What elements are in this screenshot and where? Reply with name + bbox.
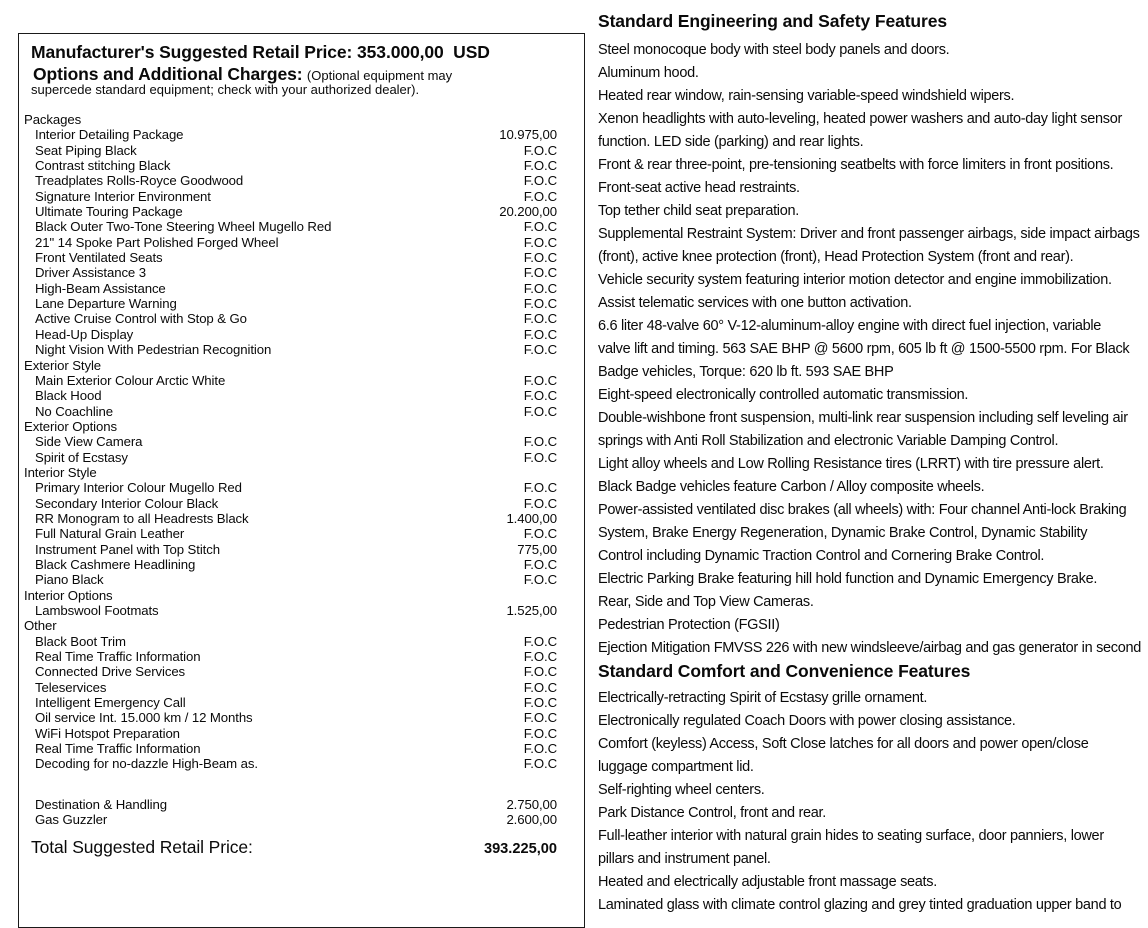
option-price: F.O.C: [523, 480, 557, 496]
option-row: [19, 219, 584, 234]
option-price: 1.525,00: [506, 603, 557, 618]
charges-list: [19, 797, 584, 828]
option-price: F.O.C: [523, 372, 557, 388]
option-label: Treadplates Rolls-Royce Goodwood: [35, 173, 244, 189]
feature-line: Double-wishbone front suspension, multi-link rear suspension including self leveling air: [598, 410, 1128, 426]
option-row: [19, 572, 584, 587]
option-row: [19, 756, 584, 771]
option-label: Teleservices: [35, 679, 107, 695]
feature-line: Park Distance Control, front and rear.: [598, 805, 826, 821]
option-label: 21" 14 Spoke Part Polished Forged Wheel: [35, 234, 279, 250]
option-row: [19, 542, 584, 557]
feature-line: function. LED side (parking) and rear lights.: [598, 134, 864, 150]
option-row: [19, 496, 584, 511]
option-row: [19, 680, 584, 695]
feature-line: Electric Parking Brake featuring hill hold function and Dynamic Emergency Brake.: [598, 571, 1098, 587]
option-label: Side View Camera: [35, 434, 143, 450]
option-row: [19, 649, 584, 664]
option-row: [19, 173, 584, 188]
option-price: F.O.C: [523, 449, 557, 465]
option-row: [19, 526, 584, 541]
option-label: Head-Up Display: [35, 326, 134, 342]
option-group-name: Packages: [24, 112, 82, 127]
option-row: [19, 296, 584, 311]
option-row: [19, 250, 584, 265]
feature-line: Aluminum hood.: [598, 65, 699, 81]
feature-line: Power-assisted ventilated disc brakes (all wheels) with: Four channel Anti-lock Braking: [598, 502, 1127, 518]
feature-line: Full-leather interior with natural grain hides to seating surface, door panniers, lower: [598, 828, 1104, 844]
feature-line: valve lift and timing. 563 SAE BHP @ 5600 rpm, 605 lb ft @ 1500-5500 rpm. For Black: [598, 341, 1130, 357]
option-price: F.O.C: [523, 679, 557, 695]
option-price: 1.400,00: [506, 510, 557, 526]
option-row: [19, 634, 584, 649]
option-row: [19, 265, 584, 280]
section-heading: Standard Comfort and Convenience Features: [598, 661, 971, 681]
option-row: [19, 127, 584, 142]
feature-line: Heated and electrically adjustable front massage seats.: [598, 874, 937, 890]
option-label: Intelligent Emergency Call: [35, 695, 186, 711]
msrp-title: Manufacturer's Suggested Retail Price: 353.000,00 USD: [31, 42, 490, 62]
option-label: Secondary Interior Colour Black: [35, 495, 219, 511]
option-label: Black Cashmere Headlining: [35, 556, 196, 572]
option-price: F.O.C: [523, 710, 557, 726]
option-price: F.O.C: [523, 434, 557, 450]
option-price: F.O.C: [523, 695, 557, 711]
option-label: Primary Interior Colour Mugello Red: [35, 480, 242, 496]
option-price: 20.200,00: [499, 204, 557, 220]
feature-line: Electrically-retracting Spirit of Ecstasy grille ornament.: [598, 690, 928, 706]
feature-line: Front-seat active head restraints.: [598, 180, 800, 196]
option-label: Ultimate Touring Package: [35, 204, 183, 220]
feature-line: Laminated glass with climate control glazing and grey tinted graduation upper band to: [598, 897, 1122, 913]
option-row: [19, 726, 584, 741]
option-label: Driver Assistance 3: [35, 265, 146, 281]
feature-line: pillars and instrument panel.: [598, 851, 771, 867]
total-label: Total Suggested Retail Price:: [31, 837, 253, 858]
option-label: WiFi Hotspot Preparation: [35, 725, 180, 741]
option-row: [19, 143, 584, 158]
feature-line: Pedestrian Protection (FGSII): [598, 617, 780, 633]
feature-line: (front), active knee protection (front), Head Protection System (front and rear).: [598, 249, 1074, 265]
feature-line: Top tether child seat preparation.: [598, 203, 799, 219]
option-price: F.O.C: [523, 142, 557, 158]
option-row: [19, 695, 584, 710]
section-heading: Standard Engineering and Safety Features: [598, 11, 947, 31]
feature-line: Assist telematic services with one button activation.: [598, 295, 912, 311]
option-price: F.O.C: [523, 495, 557, 511]
options-subtitle-note-line2: supercede standard equipment; check with your authorized dealer).: [31, 82, 420, 97]
option-row: [19, 603, 584, 618]
option-label: Seat Piping Black: [35, 142, 137, 158]
option-label: Front Ventilated Seats: [35, 250, 163, 266]
charge-label: Destination & Handling: [35, 796, 167, 812]
option-price: F.O.C: [523, 741, 557, 757]
option-label: No Coachline: [35, 403, 113, 419]
option-price: F.O.C: [523, 234, 557, 250]
option-price: F.O.C: [523, 403, 557, 419]
option-label: Main Exterior Colour Arctic White: [35, 372, 226, 388]
option-group-name: Other: [24, 618, 57, 634]
option-group-name: Interior Options: [24, 587, 113, 603]
option-price: F.O.C: [523, 342, 557, 358]
option-label: Full Natural Grain Leather: [35, 526, 185, 542]
option-price: F.O.C: [523, 280, 557, 296]
option-label: Black Outer Two-Tone Steering Wheel Mugello Red: [35, 219, 332, 235]
option-row: [19, 204, 584, 219]
charge-label: Gas Guzzler: [35, 812, 108, 828]
option-row: [19, 557, 584, 572]
feature-line: Heated rear window, rain-sensing variable-speed windshield wipers.: [598, 88, 1015, 104]
option-row: [19, 450, 584, 465]
option-price: F.O.C: [523, 633, 557, 649]
option-price: F.O.C: [523, 311, 557, 327]
option-row: [19, 281, 584, 296]
feature-line: Self-righting wheel centers.: [598, 782, 765, 798]
option-price: F.O.C: [523, 173, 557, 189]
charge-row: [19, 812, 584, 827]
option-label: Signature Interior Environment: [35, 188, 211, 204]
feature-line: Front & rear three-point, pre-tensioning seatbelts with force limiters in front positions.: [598, 157, 1114, 173]
option-row: [19, 311, 584, 326]
option-label: Lambswool Footmats: [35, 603, 159, 618]
feature-line: Xenon headlights with auto-leveling, heated power washers and auto-day light sensor: [598, 111, 1123, 127]
options-subtitle-heading: Options and Additional Charges:: [33, 64, 303, 84]
option-price: F.O.C: [523, 250, 557, 266]
option-price: F.O.C: [523, 572, 557, 588]
option-label: Piano Black: [35, 572, 104, 588]
option-price: 775,00: [517, 541, 557, 557]
option-group-name: Exterior Options: [24, 418, 117, 434]
charge-row: [19, 797, 584, 812]
option-label: Night Vision With Pedestrian Recognition: [35, 342, 272, 358]
option-price: F.O.C: [523, 756, 557, 772]
option-label: Connected Drive Services: [35, 664, 186, 680]
option-label: Spirit of Ecstasy: [35, 449, 128, 465]
option-price: 10.975,00: [499, 127, 557, 143]
option-label: Real Time Traffic Information: [35, 741, 201, 757]
option-price: F.O.C: [523, 725, 557, 741]
option-label: Decoding for no-dazzle High-Beam as.: [35, 756, 258, 772]
feature-line: Light alloy wheels and Low Rolling Resistance tires (LRRT) with tire pressure alert.: [598, 456, 1104, 472]
option-label: Contrast stitching Black: [35, 158, 171, 174]
option-price: F.O.C: [523, 219, 557, 235]
option-row: [19, 741, 584, 756]
option-row: [19, 373, 584, 388]
option-group-name: Exterior Style: [24, 357, 102, 373]
feature-line: Ejection Mitigation FMVSS 226 with new windsleeve/airbag and gas generator in second: [598, 640, 1142, 656]
option-row: [19, 664, 584, 679]
feature-line: 6.6 liter 48-valve 60° V-12-aluminum-alloy engine with direct fuel injection, variable: [598, 318, 1102, 334]
features-panel: [598, 8, 1146, 917]
feature-line: Supplemental Restraint System: Driver and front passenger airbags, side impact airbags: [598, 226, 1140, 242]
feature-line: System, Brake Energy Regeneration, Dynamic Brake Control, Dynamic Stability: [598, 525, 1088, 541]
option-row: [19, 480, 584, 495]
feature-line: Badge vehicles, Torque: 620 lb ft. 593 SAE BHP: [598, 364, 894, 380]
option-row: [19, 388, 584, 403]
feature-line: Rear, Side and Top View Cameras.: [598, 594, 814, 610]
feature-line: Black Badge vehicles feature Carbon / Alloy composite wheels.: [598, 479, 985, 495]
options-list: [19, 112, 584, 772]
feature-line: Steel monocoque body with steel body panels and doors.: [598, 42, 950, 58]
option-label: Black Boot Trim: [35, 633, 126, 649]
option-row: [19, 189, 584, 204]
option-price: F.O.C: [523, 664, 557, 680]
option-price: F.O.C: [523, 158, 557, 174]
option-row: [19, 511, 584, 526]
option-price: F.O.C: [523, 526, 557, 542]
charge-price: 2.600,00: [506, 812, 557, 828]
total-row: [19, 837, 584, 858]
feature-line: Comfort (keyless) Access, Soft Close latches for all doors and power open/close: [598, 736, 1089, 752]
option-label: RR Monogram to all Headrests Black: [35, 510, 249, 526]
option-group-name: Interior Style: [24, 464, 97, 480]
option-label: Instrument Panel with Top Stitch: [35, 541, 220, 557]
feature-line: Vehicle security system featuring interior motion detector and engine immobilization.: [598, 272, 1112, 288]
option-row: [19, 342, 584, 357]
option-price: F.O.C: [523, 265, 557, 281]
option-row: [19, 434, 584, 449]
option-row: [19, 710, 584, 725]
option-row: [19, 158, 584, 173]
option-price: F.O.C: [523, 556, 557, 572]
option-label: Oil service Int. 15.000 km / 12 Months: [35, 710, 253, 726]
charge-price: 2.750,00: [506, 796, 557, 812]
option-price: F.O.C: [523, 296, 557, 312]
option-price: F.O.C: [523, 388, 557, 404]
option-price: F.O.C: [523, 649, 557, 665]
total-price: 393.225,00: [483, 841, 557, 858]
option-label: Active Cruise Control with Stop & Go: [35, 311, 247, 327]
feature-line: Control including Dynamic Traction Control and Cornering Brake Control.: [598, 548, 1045, 564]
feature-line: Eight-speed electronically controlled automatic transmission.: [598, 387, 969, 403]
feature-line: springs with Anti Roll Stabilization and electronic Variable Damping Control.: [598, 433, 1059, 449]
option-label: Lane Departure Warning: [35, 296, 177, 312]
pricing-panel: [18, 33, 585, 928]
feature-line: Electronically regulated Coach Doors with power closing assistance.: [598, 713, 1016, 729]
option-row: [19, 235, 584, 250]
option-label: Black Hood: [35, 388, 102, 404]
feature-line: luggage compartment lid.: [598, 759, 754, 775]
option-label: Real Time Traffic Information: [35, 649, 201, 665]
option-row: [19, 404, 584, 419]
option-price: F.O.C: [523, 188, 557, 204]
option-label: Interior Detailing Package: [35, 127, 184, 143]
option-label: High-Beam Assistance: [35, 280, 166, 296]
options-subtitle-note: (Optional equipment may: [306, 68, 453, 83]
option-price: F.O.C: [523, 326, 557, 342]
option-row: [19, 327, 584, 342]
